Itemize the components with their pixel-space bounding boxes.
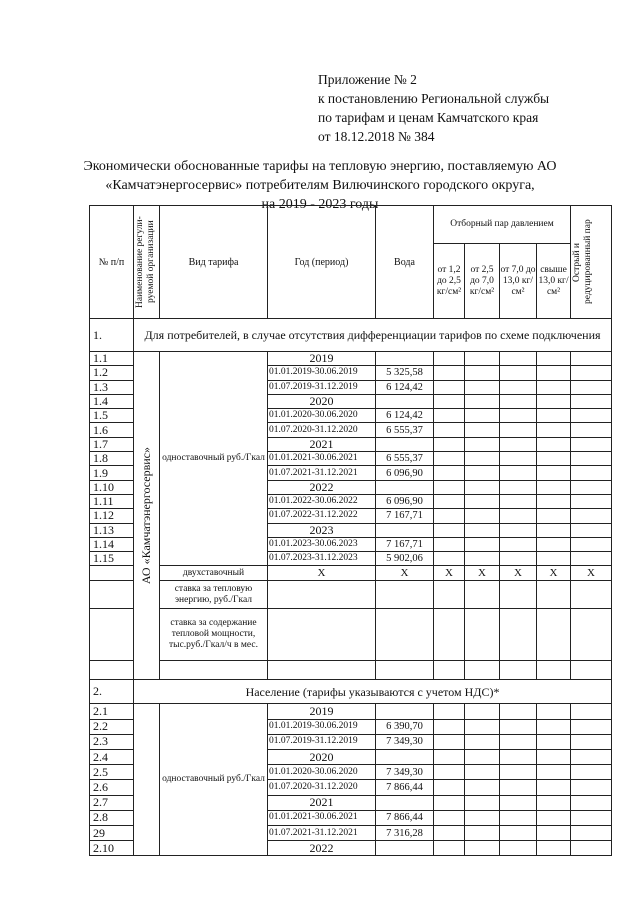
row-num xyxy=(90,566,134,581)
empty-cell xyxy=(465,452,500,466)
row-num: 1.9 xyxy=(90,466,134,480)
empty-cell xyxy=(434,523,465,537)
water-value: 6 555,37 xyxy=(376,452,434,466)
title-line-2: «Камчатэнергосервис» потребителям Вилючинского городского округа, xyxy=(105,178,535,193)
header-kind: Вид тарифа xyxy=(160,206,268,319)
empty-cell xyxy=(434,352,465,366)
title-line-3: на 2019 - 2023 годы xyxy=(261,197,379,212)
header-steam-4: свыше 13,0 кг/см² xyxy=(537,244,571,319)
section-2-row xyxy=(90,680,612,704)
period-cell: 01.01.2020-30.06.2020 xyxy=(268,409,376,423)
water-value: 6 555,37 xyxy=(376,423,434,437)
empty-cell xyxy=(500,704,537,719)
row-num: 2.1 xyxy=(90,704,134,719)
water-value: 7 866,44 xyxy=(376,780,434,795)
header-org xyxy=(134,206,160,319)
empty-cell xyxy=(434,780,465,795)
empty-cell xyxy=(434,810,465,825)
empty-cell xyxy=(465,581,500,609)
empty-cell xyxy=(537,537,571,551)
empty-cell xyxy=(537,352,571,366)
empty-cell xyxy=(571,734,612,749)
empty-cell xyxy=(500,810,537,825)
empty-cell xyxy=(434,795,465,810)
empty-cell xyxy=(434,552,465,566)
empty-cell xyxy=(465,523,500,537)
empty-cell xyxy=(537,765,571,780)
empty-cell xyxy=(571,609,612,661)
period-cell: 01.07.2023-31.12.2023 xyxy=(268,552,376,566)
empty-cell xyxy=(465,466,500,480)
period-cell: 2019 xyxy=(268,352,376,366)
period-cell: 01.01.2019-30.06.2019 xyxy=(268,366,376,380)
empty-cell xyxy=(571,537,612,551)
empty-cell xyxy=(376,661,434,680)
appendix-header xyxy=(318,70,549,146)
empty-cell xyxy=(268,581,376,609)
empty-cell xyxy=(465,661,500,680)
empty-cell xyxy=(571,452,612,466)
empty-cell xyxy=(537,719,571,734)
empty-cell xyxy=(434,719,465,734)
empty-cell xyxy=(376,609,434,661)
empty-cell xyxy=(500,795,537,810)
empty-cell xyxy=(465,352,500,366)
empty-cell xyxy=(465,609,500,661)
empty-cell xyxy=(500,825,537,840)
empty-cell xyxy=(571,552,612,566)
period-cell: 01.07.2021-31.12.2021 xyxy=(268,825,376,840)
water-value xyxy=(376,750,434,765)
water-value xyxy=(376,394,434,408)
empty-cell xyxy=(434,494,465,508)
empty-cell xyxy=(500,509,537,523)
empty-cell xyxy=(537,466,571,480)
empty-cell xyxy=(434,825,465,840)
empty-cell xyxy=(434,581,465,609)
empty-cell xyxy=(465,780,500,795)
header-steam: Отборный пар давлением xyxy=(434,206,571,244)
empty-cell xyxy=(537,494,571,508)
empty-cell xyxy=(537,780,571,795)
water-value xyxy=(376,352,434,366)
empty-cell xyxy=(537,509,571,523)
header-org-text: Наименование регули-руемой организации xyxy=(134,216,156,308)
empty-cell xyxy=(465,437,500,451)
appendix-line-1: Приложение № 2 xyxy=(318,72,417,87)
empty-cell xyxy=(434,734,465,749)
empty-cell xyxy=(537,750,571,765)
title-line-1: Экономически обоснованные тарифы на тепловую энергию, поставляемую АО xyxy=(83,159,557,174)
empty-cell xyxy=(500,494,537,508)
water-value xyxy=(376,480,434,494)
empty-cell xyxy=(465,509,500,523)
empty-cell xyxy=(571,750,612,765)
empty-cell xyxy=(537,795,571,810)
empty-cell xyxy=(465,750,500,765)
row-num: 1.5 xyxy=(90,409,134,423)
two-rate-row xyxy=(90,566,612,581)
empty-cell xyxy=(434,509,465,523)
empty-cell xyxy=(571,795,612,810)
section-1-num: 1. xyxy=(90,319,134,352)
empty-cell xyxy=(500,423,537,437)
empty-cell xyxy=(434,609,465,661)
org-cell xyxy=(134,352,160,680)
empty-cell xyxy=(500,661,537,680)
x-mark: X xyxy=(571,566,612,581)
two-rate-label: двухставочный xyxy=(160,566,268,581)
period-cell: 01.01.2019-30.06.2019 xyxy=(268,719,376,734)
empty-cell xyxy=(500,523,537,537)
row-num: 1.6 xyxy=(90,423,134,437)
period-cell: 01.07.2022-31.12.2022 xyxy=(268,509,376,523)
empty-cell xyxy=(537,825,571,840)
row-num: 2.4 xyxy=(90,750,134,765)
empty-cell xyxy=(571,581,612,609)
water-value xyxy=(376,704,434,719)
empty-cell xyxy=(465,765,500,780)
period-cell: 2023 xyxy=(268,523,376,537)
empty-cell xyxy=(571,423,612,437)
row-num xyxy=(90,609,134,661)
row-num: 2.6 xyxy=(90,780,134,795)
header-sharp-text: Острый и редуцированный пар xyxy=(572,219,594,305)
appendix-line-3: по тарифам и ценам Камчатского края xyxy=(318,110,539,125)
empty-cell xyxy=(500,480,537,494)
empty-cell xyxy=(465,810,500,825)
empty-cell xyxy=(500,394,537,408)
period-cell: 2020 xyxy=(268,750,376,765)
empty-cell xyxy=(434,366,465,380)
row-num: 1.2 xyxy=(90,366,134,380)
empty-cell xyxy=(465,704,500,719)
empty-cell xyxy=(434,704,465,719)
empty-cell xyxy=(571,352,612,366)
water-value: 7 167,71 xyxy=(376,537,434,551)
empty-cell xyxy=(537,480,571,494)
empty-cell xyxy=(434,423,465,437)
empty-cell xyxy=(268,609,376,661)
period-cell: 01.07.2020-31.12.2020 xyxy=(268,780,376,795)
x-mark: X xyxy=(376,566,434,581)
row-num: 1.10 xyxy=(90,480,134,494)
period-cell: 2022 xyxy=(268,841,376,856)
empty-cell xyxy=(500,750,537,765)
empty-cell xyxy=(434,452,465,466)
empty-cell xyxy=(571,780,612,795)
empty-cell xyxy=(571,810,612,825)
empty-cell xyxy=(500,841,537,856)
period-cell: 2021 xyxy=(268,795,376,810)
row-num: 2.2 xyxy=(90,719,134,734)
empty-cell xyxy=(465,366,500,380)
header-row-1 xyxy=(90,206,612,244)
water-value: 5 325,58 xyxy=(376,366,434,380)
period-cell: 01.01.2023-30.06.2023 xyxy=(268,537,376,551)
period-cell: 2020 xyxy=(268,394,376,408)
one-rate-label-2: одноставочный руб./Гкал xyxy=(160,704,268,856)
water-value xyxy=(376,795,434,810)
header-steam-1: от 1,2 до 2,5 кг/см² xyxy=(434,244,465,319)
water-value xyxy=(376,437,434,451)
row-num: 1.4 xyxy=(90,394,134,408)
org-name: АО «Камчатэнергосервис» xyxy=(139,447,153,585)
empty-cell xyxy=(465,841,500,856)
period-cell: 01.07.2019-31.12.2019 xyxy=(268,734,376,749)
row-num: 2.10 xyxy=(90,841,134,856)
appendix-line-4: от 18.12.2018 № 384 xyxy=(318,129,435,144)
empty-cell xyxy=(434,409,465,423)
row-num: 2.5 xyxy=(90,765,134,780)
empty-cell xyxy=(537,380,571,394)
empty-cell xyxy=(537,523,571,537)
tariff-table xyxy=(89,205,612,856)
period-cell: 2021 xyxy=(268,437,376,451)
period-cell: 01.07.2019-31.12.2019 xyxy=(268,380,376,394)
period-cell: 01.01.2021-30.06.2021 xyxy=(268,810,376,825)
empty-cell xyxy=(500,452,537,466)
empty-cell xyxy=(537,581,571,609)
row-num: 1.11 xyxy=(90,494,134,508)
period-cell: 2022 xyxy=(268,480,376,494)
tariff-row xyxy=(90,704,612,719)
empty-cell xyxy=(434,750,465,765)
period-cell: 2019 xyxy=(268,704,376,719)
empty-cell xyxy=(500,409,537,423)
empty-cell xyxy=(500,780,537,795)
empty-cell xyxy=(571,466,612,480)
empty-cell xyxy=(537,661,571,680)
empty-cell xyxy=(434,537,465,551)
x-mark: X xyxy=(268,566,376,581)
period-cell: 01.01.2020-30.06.2020 xyxy=(268,765,376,780)
heat-rate-row xyxy=(90,581,612,609)
row-num: 1.12 xyxy=(90,509,134,523)
empty-cell xyxy=(500,352,537,366)
empty-cell xyxy=(465,537,500,551)
capacity-rate-row xyxy=(90,609,612,661)
empty-cell xyxy=(465,825,500,840)
empty-cell xyxy=(537,394,571,408)
empty-cell xyxy=(500,437,537,451)
header-period: Год (период) xyxy=(268,206,376,319)
row-num: 1.15 xyxy=(90,552,134,566)
empty-cell xyxy=(571,394,612,408)
water-value: 7 349,30 xyxy=(376,765,434,780)
header-steam-3: от 7,0 до 13,0 кг/см² xyxy=(500,244,537,319)
empty-cell xyxy=(537,704,571,719)
empty-cell xyxy=(500,552,537,566)
empty-cell xyxy=(465,394,500,408)
empty-cell xyxy=(571,509,612,523)
empty-cell xyxy=(537,734,571,749)
empty-cell xyxy=(434,437,465,451)
empty-cell xyxy=(434,765,465,780)
header-steam-2: от 2,5 до 7,0 кг/см² xyxy=(465,244,500,319)
empty-cell xyxy=(500,765,537,780)
row-num: 1.3 xyxy=(90,380,134,394)
row-num xyxy=(90,661,134,680)
spacer-row xyxy=(90,661,612,680)
empty-cell xyxy=(571,409,612,423)
water-value: 7 167,71 xyxy=(376,509,434,523)
row-num xyxy=(90,581,134,609)
empty-cell xyxy=(571,765,612,780)
x-mark: X xyxy=(465,566,500,581)
section-1-title: Для потребителей, в случае отсутствия дифференциации тарифов по схеме подключения xyxy=(134,319,612,352)
period-cell: 01.01.2021-30.06.2021 xyxy=(268,452,376,466)
tariff-row xyxy=(90,352,612,366)
section-2-title: Население (тарифы указываются с учетом НДС)* xyxy=(134,680,612,704)
x-mark: X xyxy=(434,566,465,581)
empty-cell xyxy=(571,480,612,494)
row-num: 2.7 xyxy=(90,795,134,810)
water-value xyxy=(376,523,434,537)
water-value: 6 124,42 xyxy=(376,380,434,394)
empty-cell xyxy=(537,452,571,466)
empty-cell xyxy=(465,423,500,437)
empty-cell xyxy=(571,380,612,394)
empty-cell xyxy=(500,719,537,734)
x-mark: X xyxy=(537,566,571,581)
empty-cell xyxy=(376,581,434,609)
water-value: 6 096,90 xyxy=(376,494,434,508)
empty-cell xyxy=(500,581,537,609)
empty-cell xyxy=(500,366,537,380)
empty-cell xyxy=(465,380,500,394)
section-1-row xyxy=(90,319,612,352)
appendix-line-2: к постановлению Региональной службы xyxy=(318,91,550,106)
header-sharp xyxy=(571,206,612,319)
empty-cell xyxy=(500,537,537,551)
empty-cell xyxy=(434,466,465,480)
row-num: 29 xyxy=(90,825,134,840)
empty-cell xyxy=(500,734,537,749)
empty-cell xyxy=(500,466,537,480)
empty-cell xyxy=(268,661,376,680)
empty-cell xyxy=(571,825,612,840)
row-num: 1.7 xyxy=(90,437,134,451)
empty-cell xyxy=(571,494,612,508)
empty-cell xyxy=(537,609,571,661)
header-water: Вода xyxy=(376,206,434,319)
empty-cell xyxy=(537,552,571,566)
empty-cell xyxy=(537,810,571,825)
empty-cell xyxy=(465,719,500,734)
empty-cell xyxy=(434,380,465,394)
empty-cell xyxy=(434,480,465,494)
water-value: 7 316,28 xyxy=(376,825,434,840)
empty-cell xyxy=(537,366,571,380)
period-cell: 01.07.2020-31.12.2020 xyxy=(268,423,376,437)
water-value: 6 096,90 xyxy=(376,466,434,480)
empty-cell xyxy=(434,841,465,856)
period-cell: 01.01.2022-30.06.2022 xyxy=(268,494,376,508)
row-num: 1.1 xyxy=(90,352,134,366)
one-rate-label: одноставочный руб./Гкал xyxy=(160,352,268,566)
empty-cell xyxy=(465,795,500,810)
empty-cell xyxy=(465,552,500,566)
period-cell: 01.07.2021-31.12.2021 xyxy=(268,466,376,480)
empty-cell xyxy=(500,380,537,394)
empty-cell xyxy=(571,366,612,380)
empty-cell xyxy=(571,704,612,719)
empty-cell xyxy=(571,841,612,856)
empty-cell xyxy=(537,423,571,437)
row-num: 1.13 xyxy=(90,523,134,537)
empty-cell xyxy=(571,523,612,537)
header-num: № п/п xyxy=(90,206,134,319)
water-value: 7 866,44 xyxy=(376,810,434,825)
org-cell-2 xyxy=(134,704,160,856)
empty-cell xyxy=(537,437,571,451)
water-value xyxy=(376,841,434,856)
empty-cell xyxy=(465,409,500,423)
water-value: 6 390,70 xyxy=(376,719,434,734)
row-num: 2.3 xyxy=(90,734,134,749)
empty-cell xyxy=(571,437,612,451)
empty-cell xyxy=(537,409,571,423)
section-2-num: 2. xyxy=(90,680,134,704)
heat-rate-label: ставка за тепловую энергию, руб./Гкал xyxy=(160,581,268,609)
empty-cell xyxy=(465,734,500,749)
empty-cell xyxy=(465,494,500,508)
empty-cell xyxy=(571,661,612,680)
empty-cell xyxy=(465,480,500,494)
empty-cell xyxy=(537,841,571,856)
capacity-rate-label: ставка за содержание тепловой мощности, тыс.руб./Гкал/ч в мес. xyxy=(160,609,268,661)
empty-cell xyxy=(571,719,612,734)
row-num: 1.14 xyxy=(90,537,134,551)
row-num: 1.8 xyxy=(90,452,134,466)
empty-cell xyxy=(434,661,465,680)
empty-cell xyxy=(434,394,465,408)
empty-cell xyxy=(160,661,268,680)
empty-cell xyxy=(500,609,537,661)
row-num: 2.8 xyxy=(90,810,134,825)
water-value: 7 349,30 xyxy=(376,734,434,749)
water-value: 6 124,42 xyxy=(376,409,434,423)
x-mark: X xyxy=(500,566,537,581)
water-value: 5 902,06 xyxy=(376,552,434,566)
